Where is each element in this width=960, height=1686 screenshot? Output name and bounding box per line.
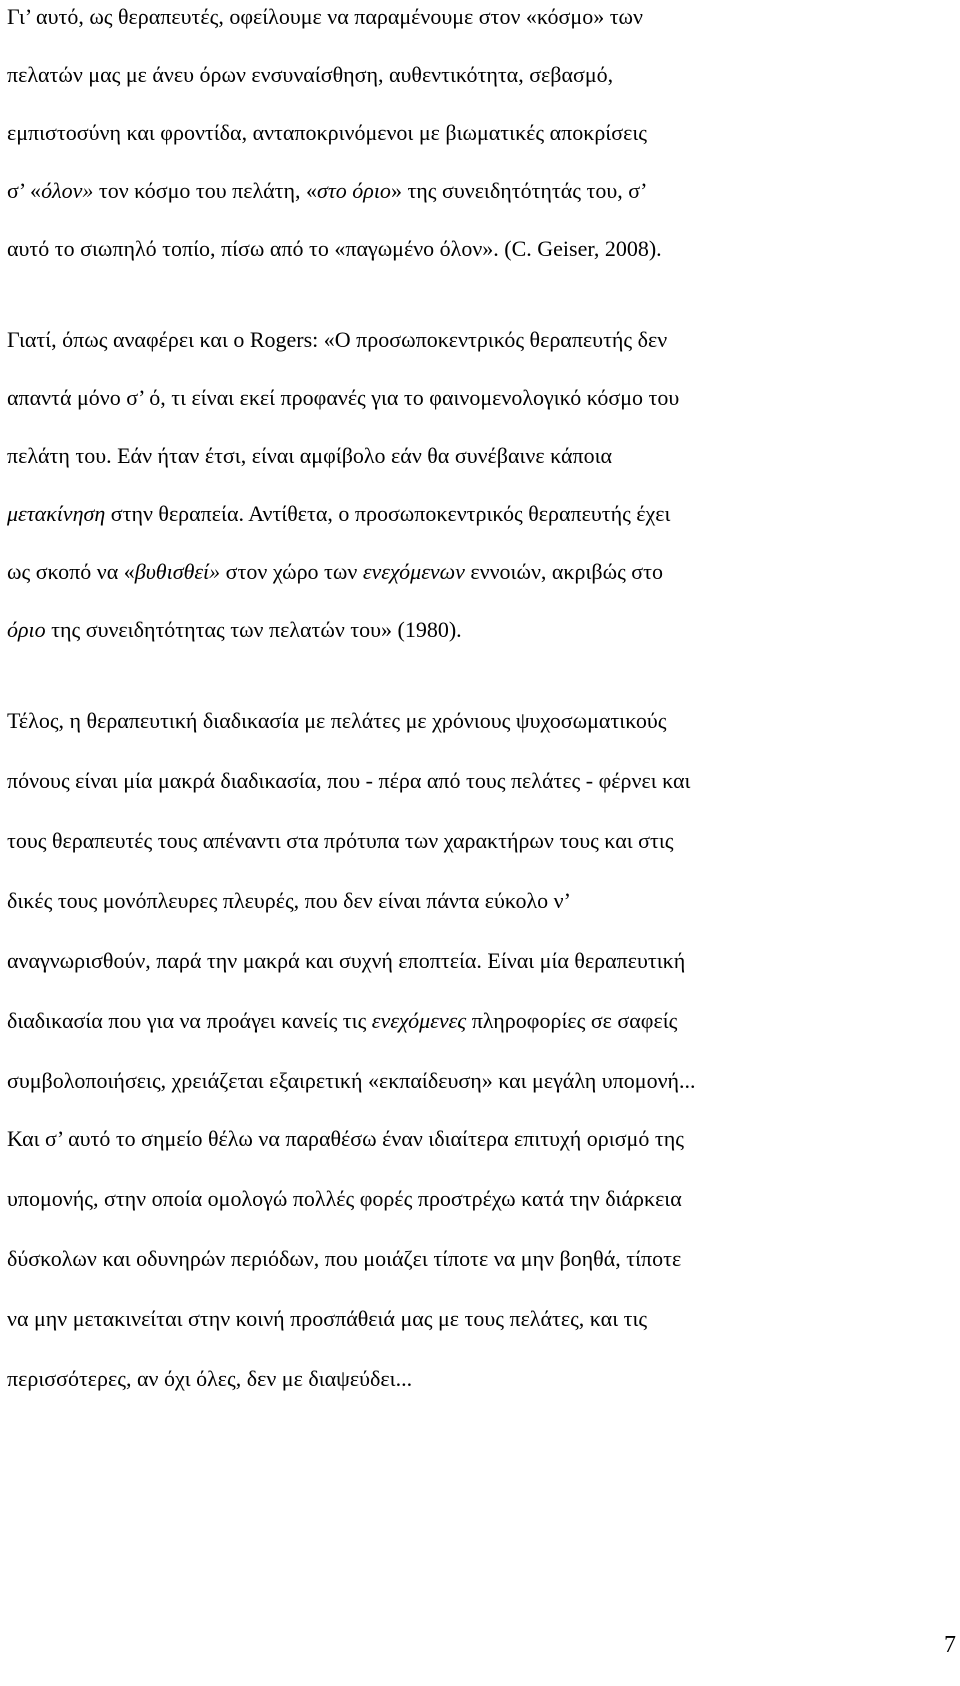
text-line	[7, 1246, 681, 1272]
text-segment: Γι’ αυτό, ως θεραπευτές, οφείλουμε να παραμένουμε στον «κόσμο» των	[7, 4, 643, 29]
text-segment: πόνους είναι μία μακρά διαδικασία, που - πέρα από τους πελάτες - φέρνει και	[7, 768, 691, 793]
text-segment: πληροφορίες σε σαφείς	[466, 1008, 678, 1033]
text-segment: » της συνειδητότητάς του, σ’	[390, 178, 648, 203]
text-segment: να μην μετακινείται στην κοινή προσπάθειά μας με τους πελάτες, και τις	[7, 1306, 648, 1331]
italic-text: μετακίνηση	[7, 501, 106, 526]
text-segment: απαντά μόνο σ’ ό, τι είναι εκεί προφανές για το φαινομενολογικό κόσμο του	[7, 385, 680, 410]
text-line	[7, 828, 673, 854]
text-line	[7, 385, 679, 411]
text-segment: συμβολοποιήσεις, χρειάζεται εξαιρετική «εκπαίδευση» και μεγάλη υπομονή...	[7, 1068, 696, 1093]
italic-text: ενεχόμενες	[371, 1008, 467, 1033]
text-line	[7, 443, 612, 469]
text-segment: αναγνωρισθούν, παρά την μακρά και συχνή εποπτεία. Είναι μία θεραπευτική	[7, 948, 686, 973]
text-segment: εννοιών, ακριβώς στο	[464, 559, 663, 584]
text-line	[7, 236, 662, 262]
page-number: 7	[944, 1632, 956, 1658]
text-segment: πελατών μας με άνευ όρων ενσυναίσθηση, αυθεντικότητα, σεβασμό,	[7, 62, 614, 87]
text-segment: υπομονής, στην οποία ομολογώ πολλές φορές προστρέχω κατά την διάρκεια	[7, 1186, 682, 1211]
text-line	[7, 1008, 677, 1034]
text-line	[7, 1366, 412, 1392]
text-line	[7, 120, 647, 146]
text-segment: αυτό το σιωπηλό τοπίο, πίσω από το «παγωμένο όλον». (C. Geiser, 2008).	[7, 236, 662, 261]
text-segment: ως σκοπό να «	[7, 559, 135, 584]
text-line	[7, 708, 666, 734]
text-line	[7, 327, 667, 353]
text-line	[7, 1068, 696, 1094]
text-line	[7, 501, 670, 527]
italic-text: όλον»	[41, 178, 94, 203]
text-line	[7, 559, 663, 585]
text-segment: Γιατί, όπως αναφέρει και ο Rogers: «Ο προσωποκεντρικός θεραπευτής δεν	[7, 327, 668, 352]
text-line	[7, 1186, 682, 1212]
italic-text: βυθισθεί»	[134, 559, 221, 584]
text-line	[7, 617, 462, 643]
text-line	[7, 948, 685, 974]
italic-text: στο όριο	[317, 178, 391, 203]
text-line	[7, 768, 690, 794]
text-segment: δύσκολων και οδυνηρών περιόδων, που μοιάζει τίποτε να μην βοηθά, τίποτε	[7, 1246, 682, 1271]
text-line	[7, 888, 571, 914]
text-line	[7, 62, 613, 88]
text-segment: της συνειδητότητας των πελατών του» (1980).	[45, 617, 462, 642]
text-segment: εμπιστοσύνη και φροντίδα, ανταποκρινόμενοι με βιωματικές αποκρίσεις	[7, 120, 647, 145]
text-segment: τους θεραπευτές τους απέναντι στα πρότυπα των χαρακτήρων τους και στις	[7, 828, 674, 853]
text-segment: στον χώρο των	[220, 559, 363, 584]
text-segment: διαδικασία που για να προάγει κανείς τις	[7, 1008, 372, 1033]
text-line	[7, 4, 643, 30]
text-segment: Και σ’ αυτό το σημείο θέλω να παραθέσω έναν ιδιαίτερα επιτυχή ορισμό της	[7, 1126, 684, 1151]
italic-text: ενεχόμενων	[362, 559, 465, 584]
text-segment: Τέλος, η θεραπευτική διαδικασία με πελάτες με χρόνιους ψυχοσωματικούς	[7, 708, 667, 733]
text-segment: περισσότερες, αν όχι όλες, δεν με διαψεύδει...	[7, 1366, 413, 1391]
text-segment: δικές τους μονόπλευρες πλευρές, που δεν είναι πάντα εύκολο ν’	[7, 888, 571, 913]
text-line	[7, 1306, 647, 1332]
text-line	[7, 1126, 684, 1152]
italic-text: όριο	[7, 617, 46, 642]
text-line	[7, 178, 647, 204]
text-segment: σ’ «	[7, 178, 42, 203]
text-segment: στην θεραπεία. Αντίθετα, ο προσωποκεντρικός θεραπευτής έχει	[105, 501, 671, 526]
text-segment: τον κόσμο του πελάτη, «	[93, 178, 318, 203]
text-segment: πελάτη του. Εάν ήταν έτσι, είναι αμφίβολο εάν θα συνέβαινε κάποια	[7, 443, 613, 468]
